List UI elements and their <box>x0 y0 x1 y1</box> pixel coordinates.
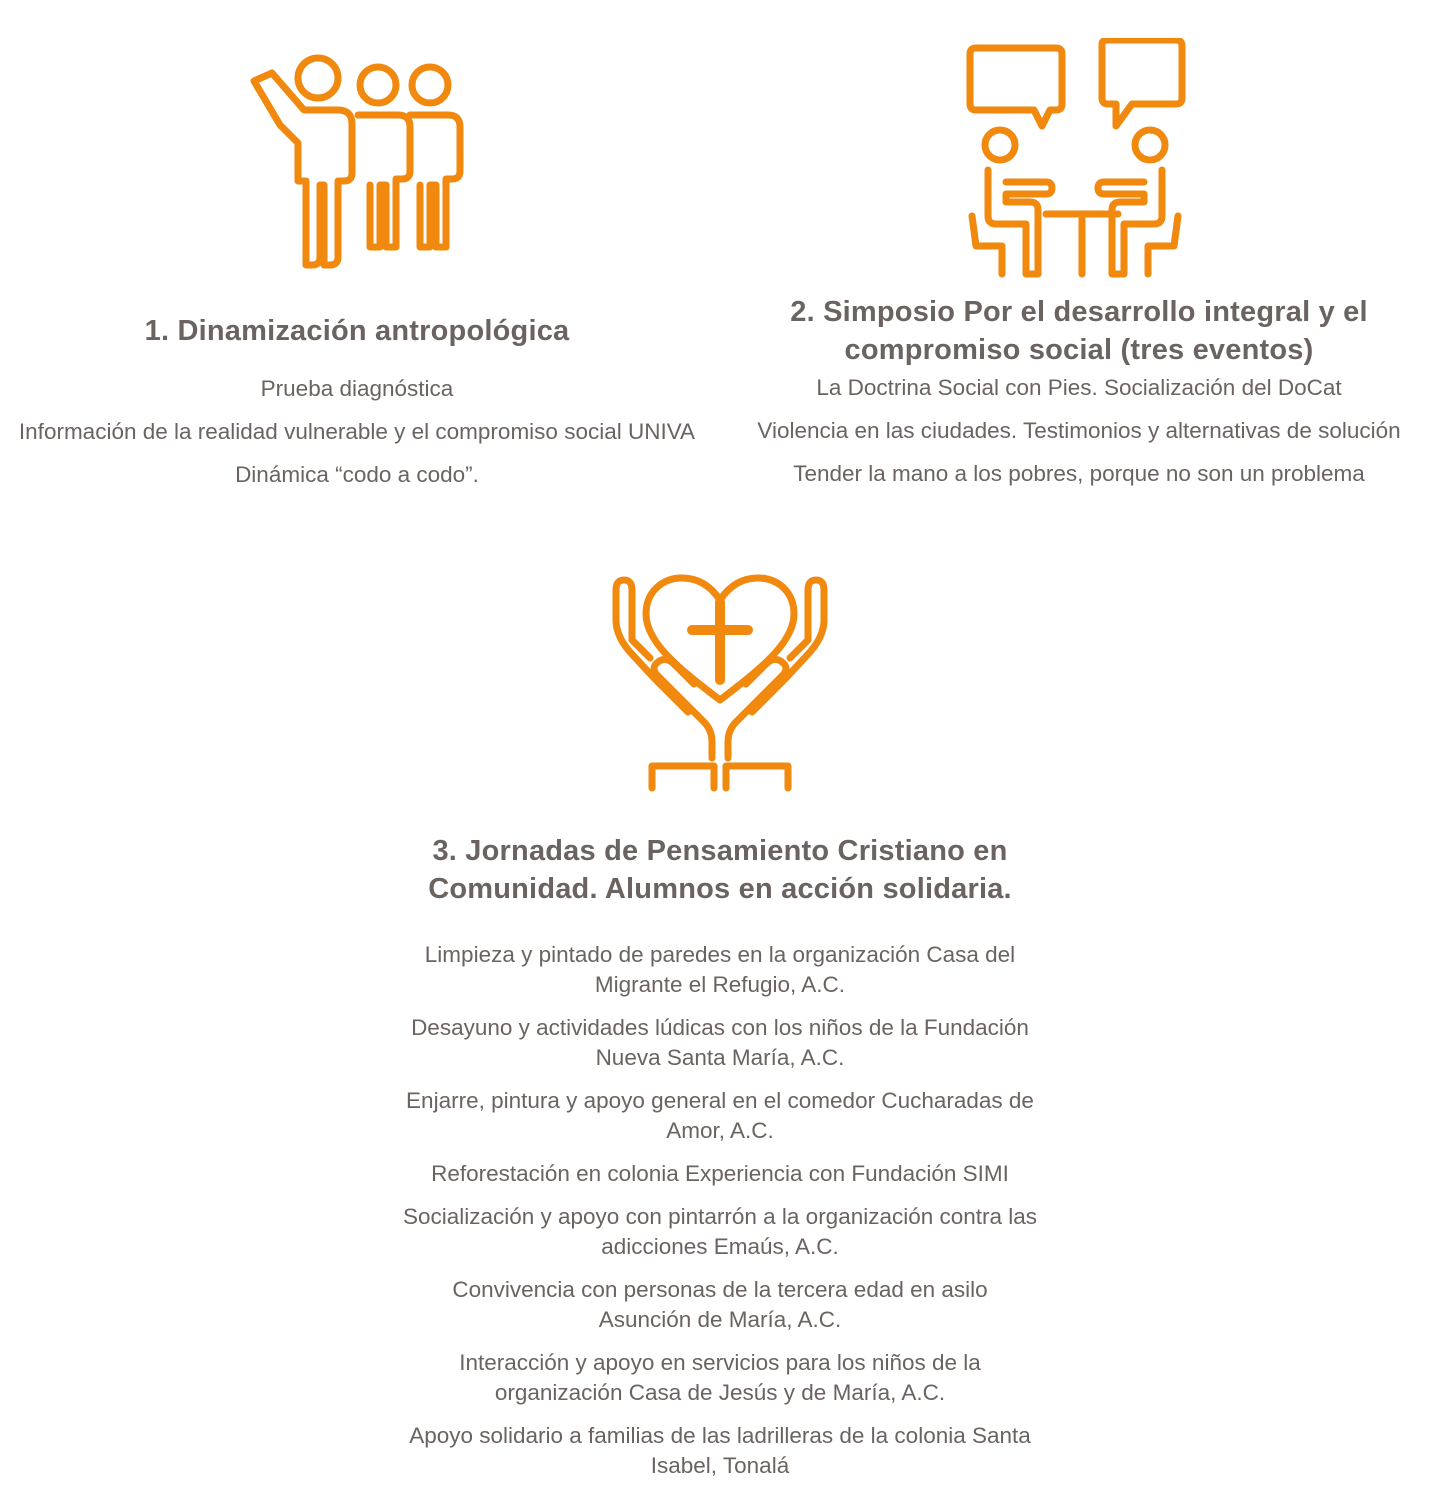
list-item: Violencia en las ciudades. Testimonios y alternativas de solución <box>757 418 1401 443</box>
section-items <box>736 373 1422 489</box>
list-item: La Doctrina Social con Pies. Socialización del DoCat <box>816 375 1342 400</box>
section-1 <box>0 312 714 490</box>
list-item: Dinámica “codo a codo”. <box>235 462 479 487</box>
list-item: Socialización y apoyo con pintarrón a la organización contra las adicciones Emaús, A.C. <box>402 1204 1038 1259</box>
section-title: 1. Dinamización antropológica <box>144 315 570 347</box>
list-item: Desayuno y actividades lúdicas con los niños de la Fundación Nueva Santa María, A.C. <box>411 1015 1029 1070</box>
section-3 <box>360 832 1080 1481</box>
group-of-people-icon <box>240 45 480 275</box>
list-item: Limpieza y pintado de paredes en la organización Casa del Migrante el Refugio, A.C. <box>424 942 1016 997</box>
list-item: Reforestación en colonia Experiencia con Fundación SIMI <box>431 1161 1009 1186</box>
hands-holding-heart-cross-icon <box>600 572 840 794</box>
list-item: Enjarre, pintura y apoyo general en el comedor Cucharadas de Amor, A.C. <box>406 1088 1034 1143</box>
list-item: Apoyo solidario a familias de las ladrilleras de la colonia Santa Isabel, Tonalá <box>409 1423 1031 1478</box>
list-item: Información de la realidad vulnerable y el compromiso social UNIVA <box>18 419 696 444</box>
list-item: Prueba diagnóstica <box>260 376 454 401</box>
list-item: Convivencia con personas de la tercera edad en asilo Asunción de María, A.C. <box>452 1277 988 1332</box>
section-items <box>360 940 1080 1481</box>
section-2 <box>736 293 1422 489</box>
section-title: 3. Jornadas de Pensamiento Cristiano en Comunidad. Alumnos en acción solidaria. <box>428 835 1012 905</box>
section-items <box>0 374 714 490</box>
list-item: Interacción y apoyo en servicios para los niños de la organización Casa de Jesús y de María, A.C. <box>459 1350 981 1405</box>
list-item: Tender la mano a los pobres, porque no son un problema <box>793 461 1365 486</box>
section-title: 2. Simposio Por el desarrollo integral y el compromiso social (tres eventos) <box>790 296 1368 366</box>
people-conversation-at-table-icon <box>962 38 1202 283</box>
